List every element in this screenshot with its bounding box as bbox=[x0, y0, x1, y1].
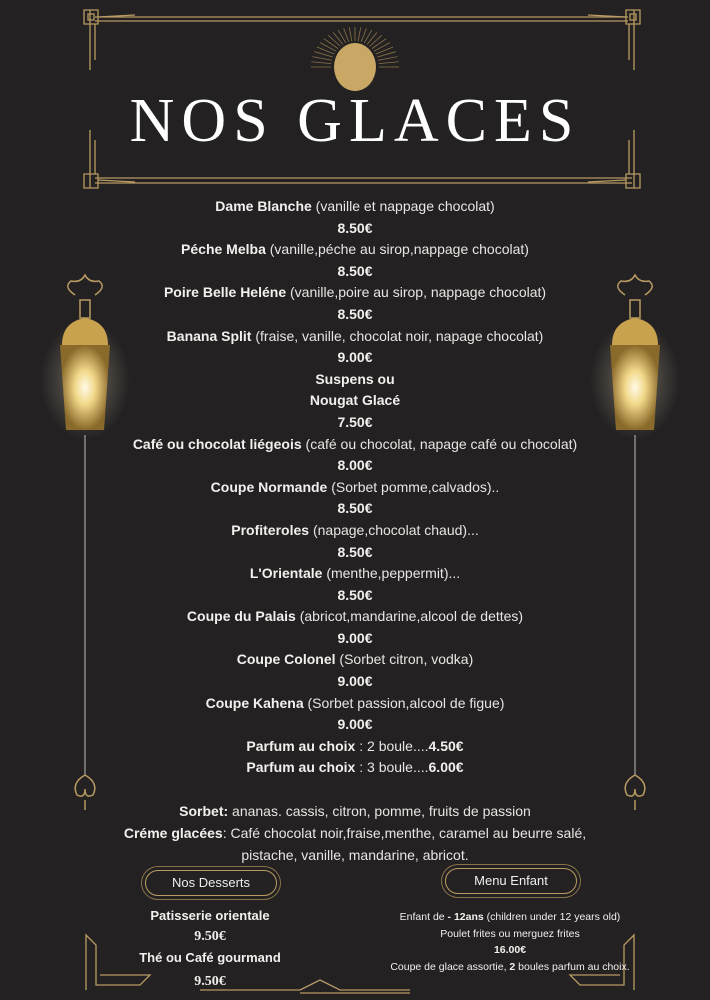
item-name: Coupe Normande bbox=[210, 478, 328, 495]
item-price: 8.50€ bbox=[337, 543, 373, 560]
item-description: (abricot,mandarine,alcool de dettes) bbox=[299, 608, 524, 625]
item-name: Coupe du Palais bbox=[186, 608, 296, 625]
desserts-heading: Nos Desserts bbox=[145, 870, 277, 896]
menu-item bbox=[120, 477, 590, 499]
creme-text-2: pistache, vanille, mandarine, abricot. bbox=[241, 847, 469, 863]
item-description: (vanille,péche au sirop,nappage chocolat) bbox=[269, 241, 529, 258]
item-price: 9.00€ bbox=[337, 349, 373, 366]
enfant-line1c: (children under 12 years old) bbox=[483, 911, 621, 923]
enfant-scoops: 2 bbox=[509, 960, 516, 973]
parfum-row bbox=[120, 736, 590, 758]
item-name: Profiteroles bbox=[231, 521, 310, 538]
item-price: 8.50€ bbox=[337, 586, 373, 603]
menu-item bbox=[120, 520, 590, 542]
item-name: Banana Split bbox=[166, 327, 252, 344]
item-price: 8.00€ bbox=[337, 457, 373, 474]
item-description: (vanille,poire au sirop, nappage chocolat) bbox=[290, 284, 547, 301]
item-name: Suspens ou bbox=[315, 370, 395, 387]
creme-label: Créme glacées bbox=[123, 825, 223, 841]
parfum-label: Parfum au choix bbox=[246, 737, 356, 754]
kids-menu bbox=[350, 909, 670, 975]
parfum-price: 6.00€ bbox=[428, 759, 464, 776]
creme-text: : Café chocolat noir,fraise,menthe, caramel au beurre salé, bbox=[222, 825, 587, 841]
item-price: 9.00€ bbox=[337, 629, 373, 646]
item-name: Dame Blanche bbox=[215, 198, 312, 214]
flavors-section bbox=[90, 800, 620, 866]
item-description: (vanille et nappage chocolat) bbox=[315, 198, 495, 214]
menu-item bbox=[120, 239, 590, 261]
menu-item bbox=[120, 693, 590, 715]
enfant-line4a: Coupe de glace assortie, bbox=[390, 960, 510, 973]
item-description: (Sorbet passion,alcool de figue) bbox=[307, 694, 505, 711]
sorbet-text: ananas. cassis, citron, pomme, fruits de passion bbox=[228, 803, 531, 819]
enfant-meal: Poulet frites ou merguez frites bbox=[440, 927, 580, 940]
menu-item bbox=[120, 434, 590, 456]
parfum-text: : 3 boule.... bbox=[355, 759, 429, 776]
enfant-line4c: boules parfum au choix. bbox=[515, 960, 630, 973]
sorbet-label: Sorbet: bbox=[179, 803, 229, 819]
sunburst-icon bbox=[311, 27, 399, 91]
page-title: NOS GLACES bbox=[129, 87, 581, 155]
item-description: (napage,chocolat chaud)... bbox=[312, 521, 479, 538]
enfant-line1a: Enfant de bbox=[399, 911, 448, 923]
dessert-price: 9.50€ bbox=[194, 974, 226, 989]
item-name: L'Orientale bbox=[249, 565, 323, 582]
item-name: Péche Melba bbox=[181, 241, 266, 258]
item-price: 7.50€ bbox=[337, 413, 373, 430]
item-name: Poire Belle Heléne bbox=[163, 284, 287, 301]
item-description: (café ou chocolat, napage café ou chocolat) bbox=[305, 435, 578, 452]
menu-item bbox=[120, 196, 590, 218]
parfum-price: 4.50€ bbox=[428, 737, 464, 754]
menu-item bbox=[120, 649, 590, 671]
parfum-text: : 2 boule.... bbox=[355, 737, 429, 754]
item-description: (Sorbet pomme,calvados).. bbox=[331, 478, 500, 495]
item-price: 8.50€ bbox=[337, 500, 373, 517]
item-name: Coupe Kahena bbox=[205, 694, 304, 711]
item-price: 9.00€ bbox=[337, 716, 373, 733]
parfum-row bbox=[120, 757, 590, 779]
dessert-name: Thé ou Café gourmand bbox=[139, 950, 281, 965]
parfum-label: Parfum au choix bbox=[246, 759, 356, 776]
menu-item bbox=[120, 369, 590, 391]
dessert-name: Patisserie orientale bbox=[150, 908, 270, 923]
item-description: (Sorbet citron, vodka) bbox=[339, 651, 474, 668]
item-description: (menthe,peppermit)... bbox=[326, 565, 461, 582]
desserts-list bbox=[110, 905, 310, 992]
menu-item bbox=[120, 563, 590, 585]
enfant-age: - 12ans bbox=[447, 911, 484, 923]
ice-cream-menu bbox=[120, 196, 590, 779]
menu-item bbox=[120, 282, 590, 304]
enfant-price: 16.00€ bbox=[493, 944, 527, 956]
item-price: 8.50€ bbox=[337, 262, 373, 279]
item-price: 8.50€ bbox=[337, 219, 373, 236]
item-description: (fraise, vanille, chocolat noir, napage chocolat) bbox=[255, 327, 544, 344]
dessert-price: 9.50€ bbox=[194, 929, 226, 944]
item-price: 9.00€ bbox=[337, 673, 373, 690]
item-price: 8.50€ bbox=[337, 305, 373, 322]
menu-item bbox=[120, 326, 590, 348]
enfant-heading: Menu Enfant bbox=[445, 868, 577, 894]
menu-item bbox=[120, 606, 590, 628]
item-name: Coupe Colonel bbox=[236, 651, 336, 668]
lantern-right-icon bbox=[590, 270, 685, 820]
menu-item-line2 bbox=[120, 390, 590, 412]
item-name-2: Nougat Glacé bbox=[309, 392, 401, 409]
item-name: Café ou chocolat liégeois bbox=[132, 435, 302, 452]
